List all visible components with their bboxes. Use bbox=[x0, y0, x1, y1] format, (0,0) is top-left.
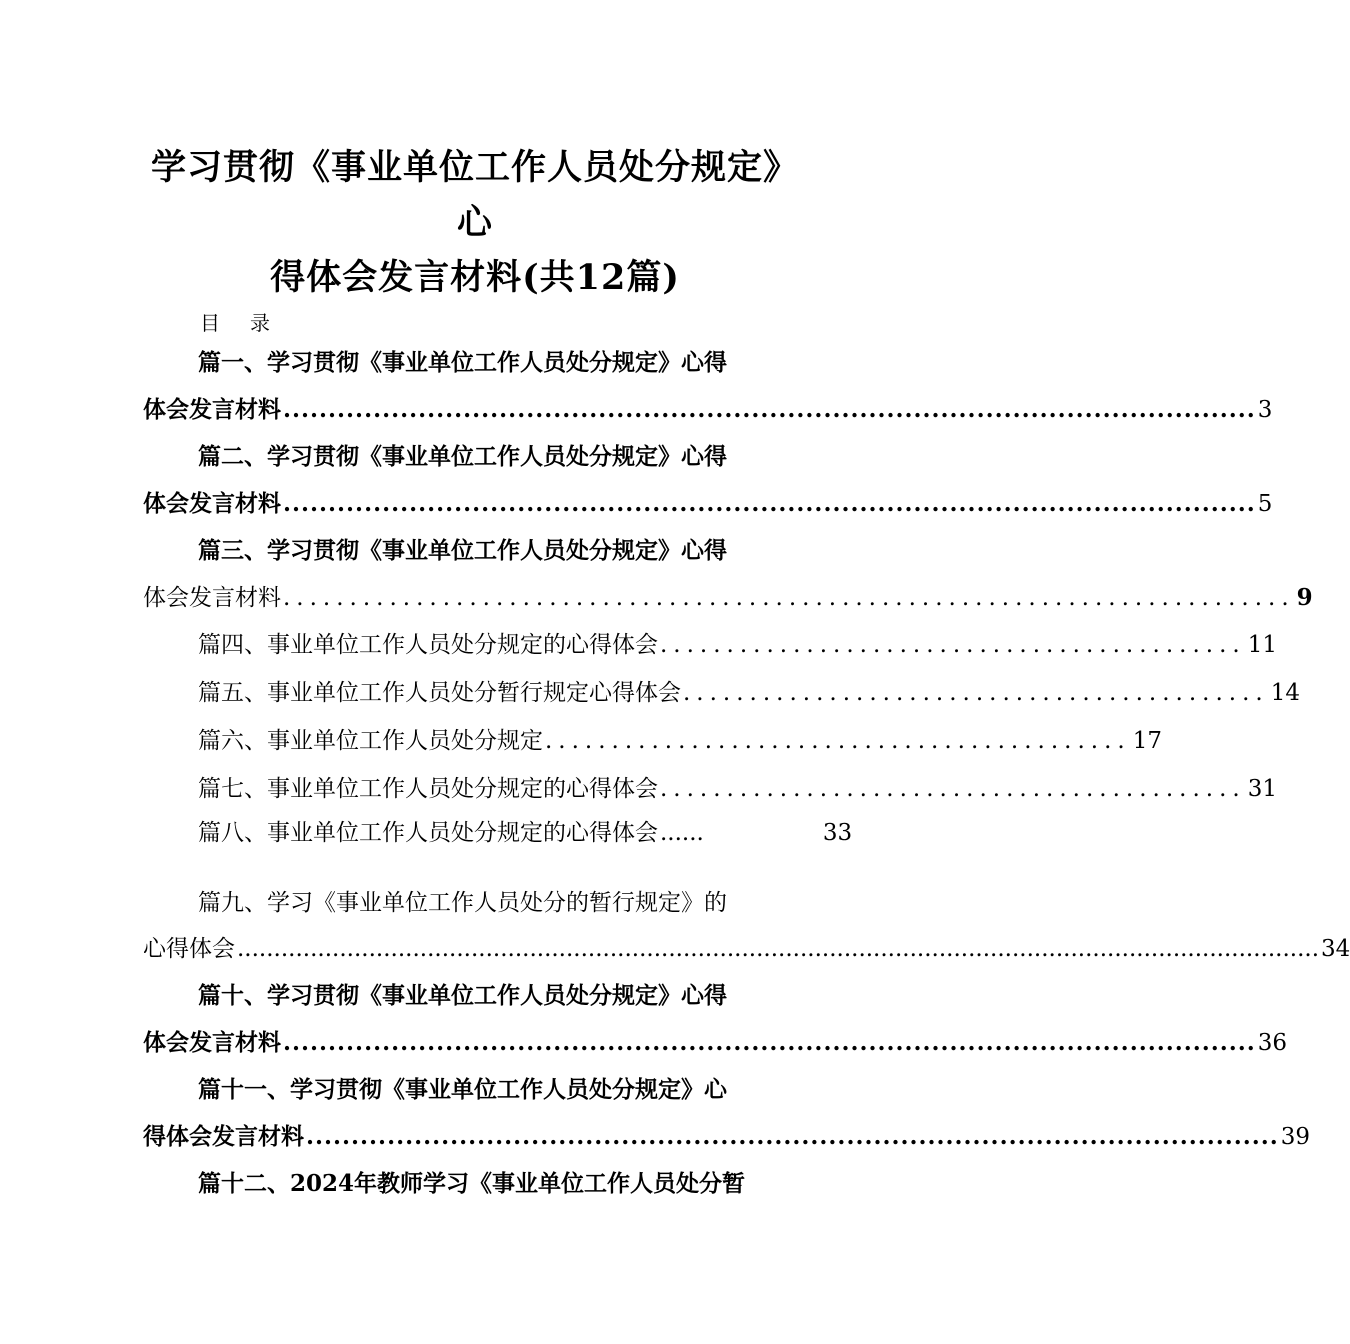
toc-entry-11-page: 39 bbox=[1280, 1124, 1311, 1150]
toc-entry-7-title: 篇七、事业单位工作人员处分规定的心得体会 bbox=[198, 776, 658, 802]
dot-leader: ............................................................................................................ bbox=[306, 1123, 1279, 1150]
toc-entry-1-line-2[interactable] bbox=[143, 395, 1273, 425]
toc-entry-3-title: 体会发言材料 bbox=[143, 585, 281, 611]
toc-entry-5-page: 14 bbox=[1270, 680, 1300, 706]
dot-leader: .................................................................................................................................................... bbox=[237, 936, 1320, 962]
toc-entry-12-line-1[interactable]: 篇十二、2024年教师学习《事业单位工作人员处分暂 bbox=[198, 1170, 746, 1197]
toc-entry-3-page: 9 bbox=[1296, 584, 1313, 611]
toc-entry-2-line-1[interactable]: 篇二、学习贯彻《事业单位工作人员处分规定》心得 bbox=[198, 443, 727, 470]
toc-entry-11-title: 得体会发言材料 bbox=[143, 1123, 304, 1150]
dot-leader: ............................................................................................................ bbox=[283, 1029, 1256, 1056]
toc-entry-10-page: 36 bbox=[1257, 1030, 1288, 1056]
toc-entry-6-page: 17 bbox=[1132, 728, 1162, 754]
title-line-2: 得体会发言材料(共12篇) bbox=[270, 257, 680, 298]
toc-entry-8-page: 33 bbox=[822, 820, 853, 846]
toc-entry-2-page: 5 bbox=[1257, 491, 1273, 517]
toc-entry-5[interactable] bbox=[198, 678, 1300, 708]
toc-entry-2-title: 体会发言材料 bbox=[143, 490, 281, 517]
toc-entry-3-line-2[interactable] bbox=[143, 583, 1313, 613]
toc-entry-3-line-1[interactable]: 篇三、学习贯彻《事业单位工作人员处分规定》心得 bbox=[198, 537, 727, 564]
toc-entry-6[interactable] bbox=[198, 726, 1162, 756]
dot-leader: ............................................................................................................ bbox=[283, 396, 1256, 423]
dot-leader: ............................................ bbox=[683, 680, 1269, 706]
toc-entry-9-page: 34 bbox=[1321, 936, 1350, 962]
dot-leader: ............................................................................ bbox=[283, 585, 1295, 611]
toc-entry-9-line-2[interactable] bbox=[143, 934, 1350, 964]
dot-leader: ............................................ bbox=[660, 776, 1246, 802]
toc-entry-10-title: 体会发言材料 bbox=[143, 1029, 281, 1056]
dot-leader: ...... bbox=[660, 820, 821, 846]
dot-leader: ............................................ bbox=[545, 728, 1131, 754]
toc-entry-11-line-2[interactable] bbox=[143, 1122, 1311, 1152]
toc-entry-4-title: 篇四、事业单位工作人员处分规定的心得体会 bbox=[198, 632, 658, 658]
toc-entry-1-title: 体会发言材料 bbox=[143, 396, 281, 423]
dot-leader: ............................................................................................................ bbox=[283, 490, 1256, 517]
toc-entry-8[interactable] bbox=[198, 818, 853, 848]
toc-entry-4[interactable] bbox=[198, 630, 1277, 660]
toc-entry-7[interactable] bbox=[198, 774, 1277, 804]
toc-entry-1-line-1[interactable]: 篇一、学习贯彻《事业单位工作人员处分规定》心得 bbox=[198, 349, 727, 376]
title-line-1: 学习贯彻《事业单位工作人员处分规定》心 bbox=[150, 147, 799, 243]
toc-entry-9-line-1[interactable]: 篇九、学习《事业单位工作人员处分的暂行规定》的 bbox=[198, 890, 727, 916]
toc-entry-4-page: 11 bbox=[1247, 632, 1277, 658]
toc-entry-10-line-1[interactable]: 篇十、学习贯彻《事业单位工作人员处分规定》心得 bbox=[198, 982, 727, 1009]
toc-entry-7-page: 31 bbox=[1247, 776, 1277, 802]
toc-entry-1-page: 3 bbox=[1257, 397, 1273, 423]
toc-entry-6-title: 篇六、事业单位工作人员处分规定 bbox=[198, 728, 543, 754]
toc-entry-2-line-2[interactable] bbox=[143, 489, 1273, 519]
toc-entry-9-title: 心得体会 bbox=[143, 936, 235, 962]
dot-leader: ............................................ bbox=[660, 632, 1246, 658]
toc-entry-11-line-1[interactable]: 篇十一、学习贯彻《事业单位工作人员处分规定》心 bbox=[198, 1076, 727, 1103]
toc-entry-10-line-2[interactable] bbox=[143, 1028, 1288, 1058]
page-title bbox=[140, 140, 810, 305]
toc-entry-8-title: 篇八、事业单位工作人员处分规定的心得体会 bbox=[198, 820, 658, 846]
toc-entry-5-title: 篇五、事业单位工作人员处分暂行规定心得体会 bbox=[198, 680, 681, 706]
toc-heading: 目录 bbox=[200, 311, 300, 335]
